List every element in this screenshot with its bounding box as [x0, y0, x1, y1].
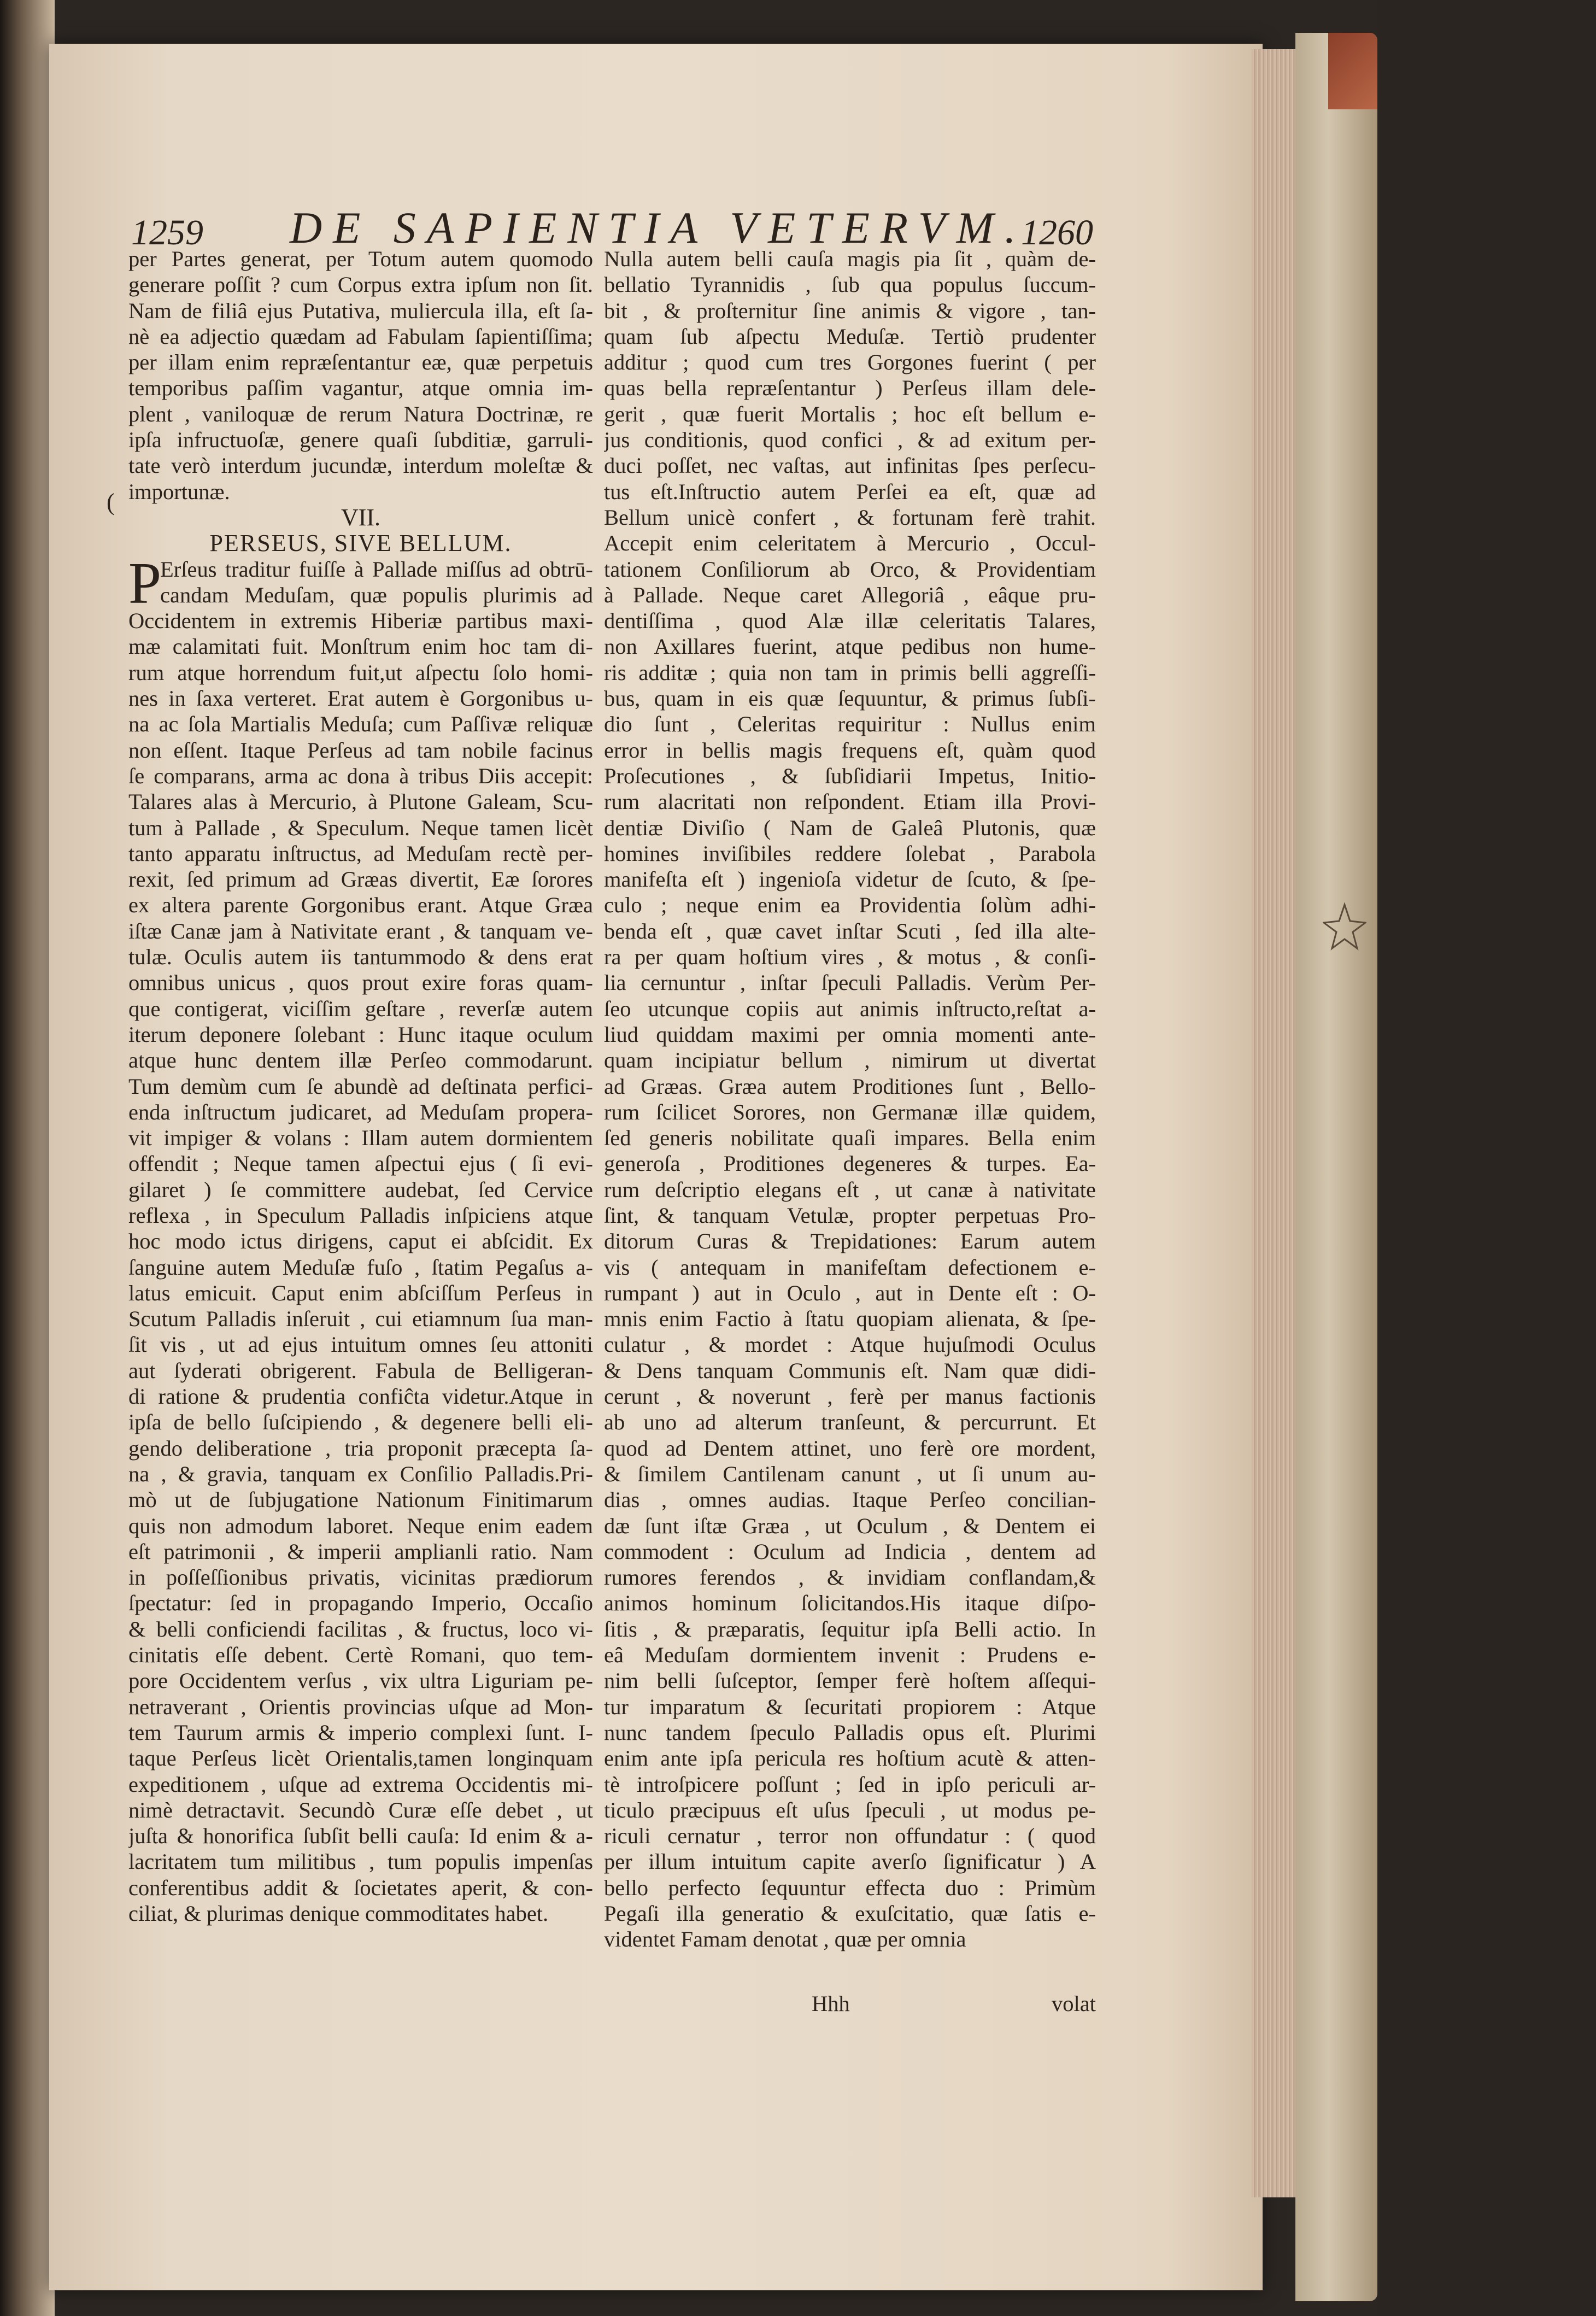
text-line: tanto apparatu inſtructus, ad Meduſam rectè per- — [128, 841, 593, 866]
text-line: benda eſt , quæ cavet inſtar Scuti , ſed illa alte- — [604, 918, 1096, 943]
leather-corner — [1328, 33, 1377, 109]
text-line: ad Græas. Græa autem Proditiones ſunt , Bello- — [604, 1074, 1096, 1099]
text-line: Occidentem in extremis Hiberiæ partibus maxi- — [128, 608, 593, 634]
text-line: tem Taurum armis & imperio complexi ſunt. I- — [128, 1720, 593, 1745]
text-line: rum ſcilicet Sorores, non Germanæ illæ quidem, — [604, 1099, 1096, 1124]
text-line: tationem Conſiliorum ab Orco, & Providentiam — [604, 556, 1096, 582]
text-line: dentiæ Diviſio ( Nam de Galeâ Plutonis, quæ — [604, 815, 1096, 840]
text-line: jus conditionis, quod confici , & ad exitum per- — [604, 427, 1096, 453]
text-line: ipſa infructuoſæ, genere quaſi ſubditiæ, garruli- — [128, 427, 593, 453]
text-line: per illum intuitum capite averſo ſignificatur ) A — [604, 1849, 1096, 1874]
text-line: ex altera parente Gorgonibus erant. Atque Græa — [128, 893, 593, 918]
text-line: enim ante ipſa pericula res hoſtium acutè & atten- — [604, 1746, 1096, 1771]
text-line: ſe comparans, arma ac dona à tribus Diis accepit: — [128, 763, 593, 788]
text-line: bit , & proſternitur ſine animis & vigore , tan- — [604, 298, 1096, 323]
text-line: ditorum Curas & Trepidationes: Earum autem — [604, 1229, 1096, 1254]
text-line: juſta & honorifica ſubſit belli cauſa: Id enim & a- — [128, 1824, 593, 1849]
signature-mark: Hhh — [812, 1991, 850, 2016]
text-line: plent , vaniloquæ de rerum Natura Doctrinæ, re — [128, 401, 593, 426]
text-line: iſtæ Canæ jam à Nativitate erant , & tanquam ve- — [128, 918, 593, 943]
text-line: & ſimilem Cantilenam canunt , ut ſi unum au- — [604, 1461, 1096, 1486]
text-line: dio ſunt , Celeritas requiritur : Nullus enim — [604, 712, 1096, 737]
text-line: candam Meduſam, quæ populis plurimis ad — [160, 582, 593, 607]
section-title: PERSEUS, SIVE BELLUM. — [209, 530, 512, 556]
text-line: enda inſtructum judicaret, ad Meduſam propera- — [128, 1099, 593, 1124]
text-line: lacritatem tum militibus , tum populis impenſas — [128, 1849, 593, 1874]
text-line: taque Perſeus licèt Orientalis,tamen longinquam — [128, 1746, 593, 1771]
text-line: atque hunc dentem illæ Perſeo commodarunt. — [128, 1048, 593, 1073]
running-title: DE SAPIENTIA VETERVM. — [290, 203, 1027, 253]
text-line: Scutum Palladis inſeruit , cui etiamnum ſua man- — [128, 1306, 593, 1332]
text-line: rum atque horrendum fuit,ut aſpectu ſolo homi- — [128, 660, 593, 685]
text-line: ſeo utcunque copiis aut animis inſtructo,reſtat a- — [604, 996, 1096, 1021]
text-line: tum à Pallade , & Speculum. Neque tamen licèt — [128, 815, 593, 840]
left-text-column — [128, 246, 593, 1926]
text-line: ſanguine autem Meduſæ fuſo , ſtatim Pegaſus a- — [128, 1254, 593, 1280]
text-line: bellatio Tyrannidis , ſub qua populus ſuccum- — [604, 272, 1096, 297]
text-line: generoſa , Proditiones degeneres & turpes. Ea- — [604, 1151, 1096, 1176]
text-line: homines inviſibiles reddere ſolebat , Parabola — [604, 841, 1096, 866]
text-line: non eſſent. Itaque Perſeus ad tam nobile facinus — [128, 737, 593, 763]
text-line: animos hominum ſolicitandos.His itaque diſpo- — [604, 1591, 1096, 1616]
page-footer — [604, 1991, 1096, 2018]
text-line: Nam de filiâ ejus Putativa, muliercula illa, eſt ſa- — [128, 298, 593, 323]
text-line: rexit, ſed primum ad Græas divertit, Eæ ſorores — [128, 867, 593, 892]
star-stamp-icon — [1323, 902, 1366, 951]
text-line: à Pallade. Neque caret Allegoriâ , eâque pru- — [604, 582, 1096, 607]
text-line: ipſa de bello ſuſcipiendo , & degenere belli eli- — [128, 1410, 593, 1435]
text-line: cerunt , & noverunt , ferè per manus factionis — [604, 1384, 1096, 1409]
text-line: bello perfecto ſequuntur effecta duo : Primùm — [604, 1875, 1096, 1900]
right-text-column — [604, 246, 1096, 1953]
text-line: rum alacritati non reſpondent. Etiam illa Provi- — [604, 789, 1096, 814]
dark-backdrop — [1377, 0, 1596, 2316]
text-line: di ratione & prudentia confiĉta videtur.Atque in — [128, 1384, 593, 1409]
text-line: omnibus unicus , quos prout exire foras quam- — [128, 970, 593, 995]
text-line: nè ea adjectio quædam ad Fabulam ſapientiſſima; — [128, 324, 593, 349]
margin-bracket-mark: ( — [107, 489, 115, 515]
text-line: quas bella repræſentantur ) Perſeus illam dele- — [604, 376, 1096, 401]
text-line: tè introſpicere poſſunt ; ſed in ipſo periculi ar- — [604, 1772, 1096, 1797]
text-line: generare poſſit ? cum Corpus extra ipſum non ſit. — [128, 272, 593, 297]
text-line: additur ; quod cum tres Gorgones fuerint ( per — [604, 350, 1096, 375]
text-line: nunc tandem ſpeculo Palladis opus eſt. Plurimi — [604, 1720, 1096, 1745]
text-line: ra per quam hoſtium vires , & motus , & conſi- — [604, 945, 1096, 970]
text-line: nes in ſaxa verteret. Erat autem è Gorgonibus u- — [128, 686, 593, 711]
text-line: ſint, & tanquam Vetulæ, propter perpetuas Pro- — [604, 1203, 1096, 1228]
text-line: Tum demùm cum ſe abundè ad deſtinata perfici- — [128, 1074, 593, 1099]
text-line: & Dens tanquam Communis eſt. Nam quæ didi- — [604, 1358, 1096, 1383]
text-line: Proſecutiones , & ſubſidiarii Impetus, Initio- — [604, 763, 1096, 788]
page-number-right: 1260 — [1021, 213, 1093, 253]
text-line: vis ( antequam in manifeſtam defectionem e- — [604, 1254, 1096, 1280]
text-line: eâ Meduſam dormientem invenit : Prudens e- — [604, 1643, 1096, 1668]
text-line: manifeſta eſt ) ingenioſa videtur de ſcuto, & ſpe- — [604, 867, 1096, 892]
text-line: importunæ. — [128, 479, 230, 504]
text-line: aut ſyderati obrigerent. Fabula de Belligeran- — [128, 1358, 593, 1383]
text-line: & belli conficiendi facilitas , & fructus, loco vi- — [128, 1616, 593, 1641]
text-line: quam incipiatur bellum , nimirum ut divertat — [604, 1048, 1096, 1073]
text-line: ſpectatur: ſed in propagando Imperio, Occaſio — [128, 1591, 593, 1616]
text-line: vit impiger & volans : Illam autem dormientem — [128, 1125, 593, 1151]
text-line: quis non admodum laboret. Neque enim eadem — [128, 1513, 593, 1538]
text-line: pore Occidentem verſus , vix ultra Liguriam pe- — [128, 1668, 593, 1693]
text-line: quam ſub aſpectu Meduſæ. Tertiò prudenter — [604, 324, 1096, 349]
text-line: quod ad Dentem attinet, uno ferè ore mordent, — [604, 1435, 1096, 1461]
text-line: ſit vis , ut ad ejus intuitum omnes ſeu attoniti — [128, 1332, 593, 1357]
text-line: iterum deponere ſolebant : Hunc itaque oculum — [128, 1022, 593, 1047]
text-line: Accepit enim celeritatem à Mercurio , Occul- — [604, 531, 1096, 556]
text-line: mæ calamitati fuit. Monſtrum enim hoc tam di- — [128, 634, 593, 659]
text-line: mò ut de ſubjugatione Nationum Finitimarum — [128, 1487, 593, 1512]
text-line: duci poſſet, nec vaſtas, aut infinitas ſpes perſecu- — [604, 453, 1096, 478]
text-line: gilaret ) ſe committere audebat, ſed Cervice — [128, 1177, 593, 1202]
text-line: ſitis , & præparatis, ſequitur ipſa Belli actio. In — [604, 1616, 1096, 1641]
paragraph-continuation — [128, 246, 593, 505]
text-line: na , & gravia, tanquam ex Conſilio Palladis.Pri- — [128, 1461, 593, 1486]
text-line: rumores ferendos , & invidiam conflandam,& — [604, 1565, 1096, 1590]
text-line: per illam enim repræſentantur eæ, quæ perpetuis — [128, 350, 593, 375]
text-line: hoc modo ictus dirigens, caput ei abſcidit. Ex — [128, 1229, 593, 1254]
text-line: eſt patrimonii , & imperii amplianli ratio. Nam — [128, 1539, 593, 1564]
text-line: culatur , & mordet : Atque hujuſmodi Oculus — [604, 1332, 1096, 1357]
text-line: gerit , quæ fuerit Mortalis ; hoc eſt bellum e- — [604, 401, 1096, 426]
text-line: temporibus paſſim vagantur, atque omnia im- — [128, 376, 593, 401]
text-line: ſed generis nobilitate quaſi impares. Bella enim — [604, 1125, 1096, 1151]
catchword: volat — [1052, 1991, 1096, 2016]
text-line: in poſſeſſionibus privatis, vicinitas prædiorum — [128, 1565, 593, 1590]
text-line: tate verò interdum jucundæ, interdum moleſtæ & — [128, 453, 593, 478]
text-line: lia cernuntur , inſtar ſpeculi Palladis. Verùm Per- — [604, 970, 1096, 995]
text-line: ticulo præcipuus eſt uſus ſpeculi , ut modus pe- — [604, 1797, 1096, 1822]
text-line: bus, quam in eis quæ ſequuntur, & primus ſubſi- — [604, 686, 1096, 711]
text-line: rumpant ) aut in Oculo , aut in Dente eſt : O- — [604, 1280, 1096, 1305]
text-line: cinitatis eſſe debent. Certè Romani, quo tem- — [128, 1643, 593, 1668]
text-line: reflexa , in Speculum Palladis inſpiciens atque — [128, 1203, 593, 1228]
text-line: Pegaſi illa generatio & exuſcitatio, quæ ſatis e- — [604, 1901, 1096, 1926]
text-line: rum deſcriptio elegans eſt , ut canæ à nativitate — [604, 1177, 1096, 1202]
text-line: riculi cernatur , terror non offundatur : ( quod — [604, 1824, 1096, 1849]
binding-board — [1295, 33, 1377, 2301]
text-line: per Partes generat, per Totum autem quomodo — [128, 247, 593, 271]
text-line: Talares alas à Mercurio, à Plutone Galeam, Scu- — [128, 789, 593, 814]
text-line: na ac ſola Martialis Meduſa; cum Paſſivæ reliquæ — [128, 712, 593, 737]
text-line: nimè detractavit. Secundò Curæ eſſe debet , ut — [128, 1797, 593, 1822]
text-line: dentiſſima , quod Alæ illæ celeritatis Talares, — [604, 608, 1096, 634]
text-line: latus emicuit. Caput enim abſciſſum Perſeus in — [128, 1280, 593, 1305]
text-line: Bellum unicè confert , & fortunam ferè trahit. — [604, 505, 1096, 530]
text-line: que contigerat, viciſſim geſtare , reverſæ autem — [128, 996, 593, 1021]
text-line: culo ; neque enim ea Providentia ſolùm adhi- — [604, 893, 1096, 918]
text-line: gendo deliberatione , tria proponit præcepta ſa- — [128, 1435, 593, 1461]
text-line: tulæ. Oculis autem iis tantummodo & dens erat — [128, 945, 593, 970]
text-line: ab uno ad alterum tranſeunt, & percurrunt. Et — [604, 1410, 1096, 1435]
text-line: mnis enim Factio à ſtatu quopiam alienata, & ſpe- — [604, 1306, 1096, 1332]
text-line: dias , omnes audias. Itaque Perſeo concilian- — [604, 1487, 1096, 1512]
text-line: ris additæ ; quia non tam in primis belli aggreſſi- — [604, 660, 1096, 685]
text-line: commodent : Oculum ad Indicia , dentem ad — [604, 1539, 1096, 1564]
text-line: offendit ; Neque tamen aſpectui ejus ( ſi evi- — [128, 1151, 593, 1176]
section-body — [128, 550, 593, 1927]
text-line: liud quiddam maximi per omnia momenti ante- — [604, 1022, 1096, 1047]
text-line: tus eſt.Inſtructio autem Perſei ea eſt, quæ ad — [604, 479, 1096, 504]
page-edges — [1252, 49, 1301, 2197]
text-line: non Axillares fuerint, atque pedibus non hume- — [604, 634, 1096, 659]
section-number: VII. — [341, 504, 381, 531]
text-line: tur imparatum & ſecuritati propiorem : Atque — [604, 1694, 1096, 1719]
previous-page-edge — [0, 0, 55, 2316]
text-line: dæ ſunt iſtæ Græa , ut Oculum , & Dentem ei — [604, 1513, 1096, 1538]
text-line: expeditionem , uſque ad extrema Occidentis mi- — [128, 1772, 593, 1797]
page-number-left: 1259 — [131, 213, 203, 253]
text-line: Erſeus traditur fuiſſe à Pallade miſſus ad obtrū- — [160, 556, 593, 582]
text-line: error in bellis magis frequens eſt, quàm quod — [604, 737, 1096, 763]
text-line: netraverant , Orientis provincias uſque ad Mon- — [128, 1694, 593, 1719]
text-line: nim belli ſuſceptor, ſemper ferè hoſtem aſſequi- — [604, 1668, 1096, 1693]
text-line: Nulla autem belli cauſa magis pia ſit , quàm de- — [604, 247, 1096, 271]
drop-cap: P — [128, 550, 162, 616]
text-line: conferentibus addit & ſocietates aperit, & con- — [128, 1875, 593, 1900]
text-line: ciliat, & plurimas denique commoditates habet. — [128, 1901, 549, 1926]
text-line: videntet Famam denotat , quæ per omnia — [604, 1927, 966, 1952]
